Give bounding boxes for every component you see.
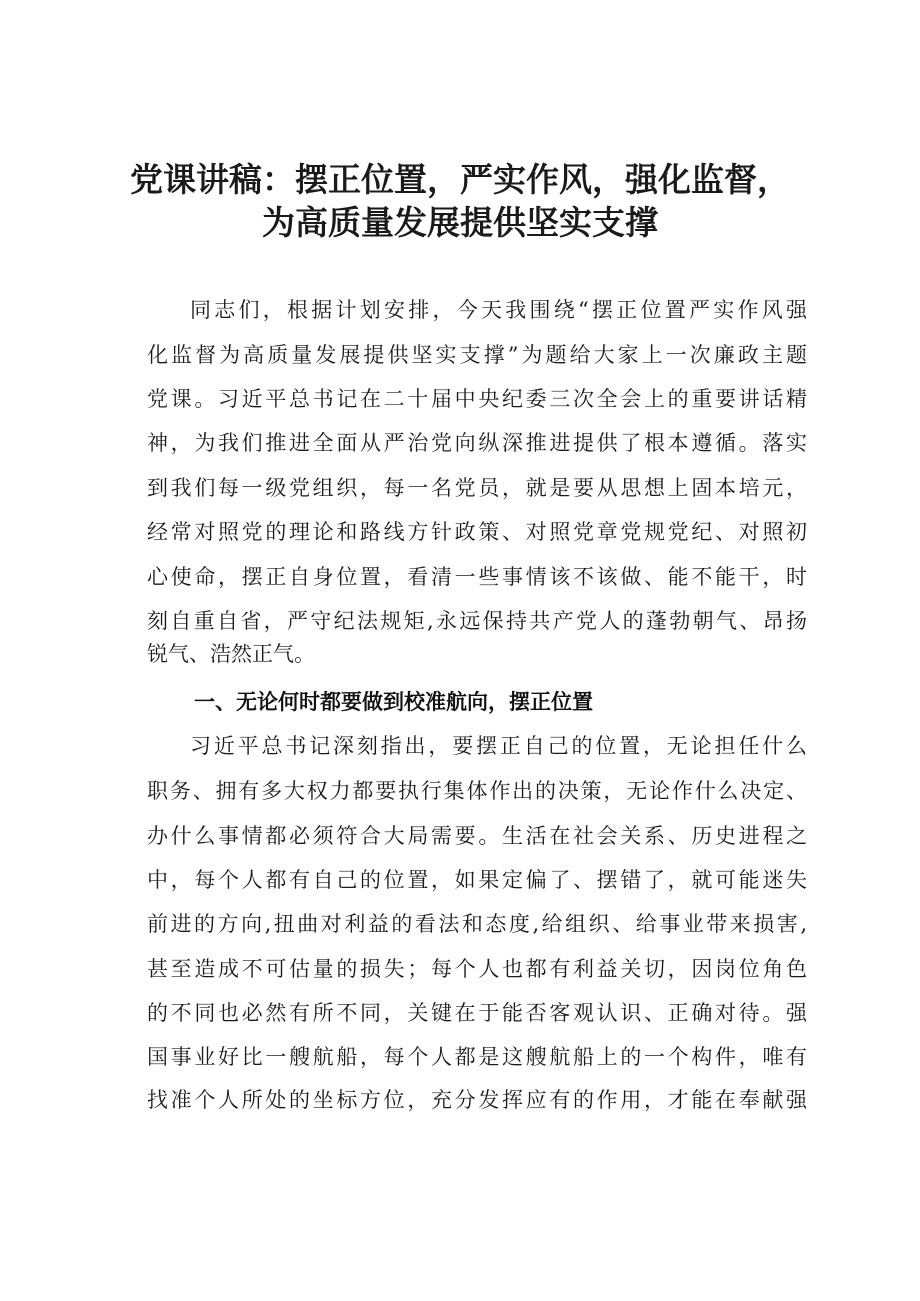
paragraph-line: 的不同也必然有所不同，关键在于能否客观认识、正确对待。强 <box>147 1001 807 1025</box>
paragraph-line: 同志们，根据计划安排，今天我围绕“摆正位置严实作风强 <box>190 298 807 322</box>
document-title-line-2: 为高质量发展提供坚实支撑 <box>262 203 658 242</box>
section-heading-1: 一、无论何时都要做到校准航向，摆正位置 <box>194 690 593 714</box>
paragraph-line: 化监督为高质量发展提供坚实支撑”为题给大家上一次廉政主题 <box>147 343 807 367</box>
paragraph-line: 刻自重自省，严守纪法规矩,永远保持共产党人的蓬勃朝气、昂扬 <box>147 609 807 633</box>
paragraph-line: 习近平总书记深刻指出，要摆正自己的位置，无论担任什么 <box>190 734 807 758</box>
paragraph-line: 找准个人所处的坐标方位，充分发挥应有的作用，才能在奉献强 <box>147 1088 807 1112</box>
paragraph-line: 职务、拥有多大权力都要执行集体作出的决策，无论作什么决定、 <box>147 779 807 803</box>
paragraph-line: 国事业好比一艘航船，每个人都是这艘航船上的一个构件，唯有 <box>147 1045 807 1069</box>
paragraph-line: 中，每个人都有自己的位置，如果定偏了、摆错了，就可能迷失 <box>147 868 807 892</box>
paragraph-line: 党课。习近平总书记在二十届中央纪委三次全会上的重要讲话精 <box>147 387 807 411</box>
paragraph-line: 办什么事情都必须符合大局需要。生活在社会关系、历史进程之 <box>147 824 807 848</box>
document-title-line-1: 党课讲稿：摆正位置，严实作风，强化监督， <box>130 160 790 199</box>
paragraph-line: 经常对照党的理论和路线方针政策、对照党章党规党纪、对照初 <box>147 520 807 544</box>
paragraph-line: 神，为我们推进全面从严治党向纵深推进提供了根本遵循。落实 <box>147 431 807 455</box>
paragraph-line: 到我们每一级党组织，每一名党员，就是要从思想上固本培元， <box>147 476 807 500</box>
paragraph-line: 锐气、浩然正气。 <box>147 642 315 666</box>
paragraph-line: 甚至造成不可估量的损失；每个人也都有利益关切，因岗位角色 <box>147 957 807 981</box>
paragraph-line: 前进的方向,扭曲对利益的看法和态度,给组织、给事业带来损害, <box>147 912 807 936</box>
paragraph-line: 心使命，摆正自身位置，看清一些事情该不该做、能不能干，时 <box>147 565 807 589</box>
